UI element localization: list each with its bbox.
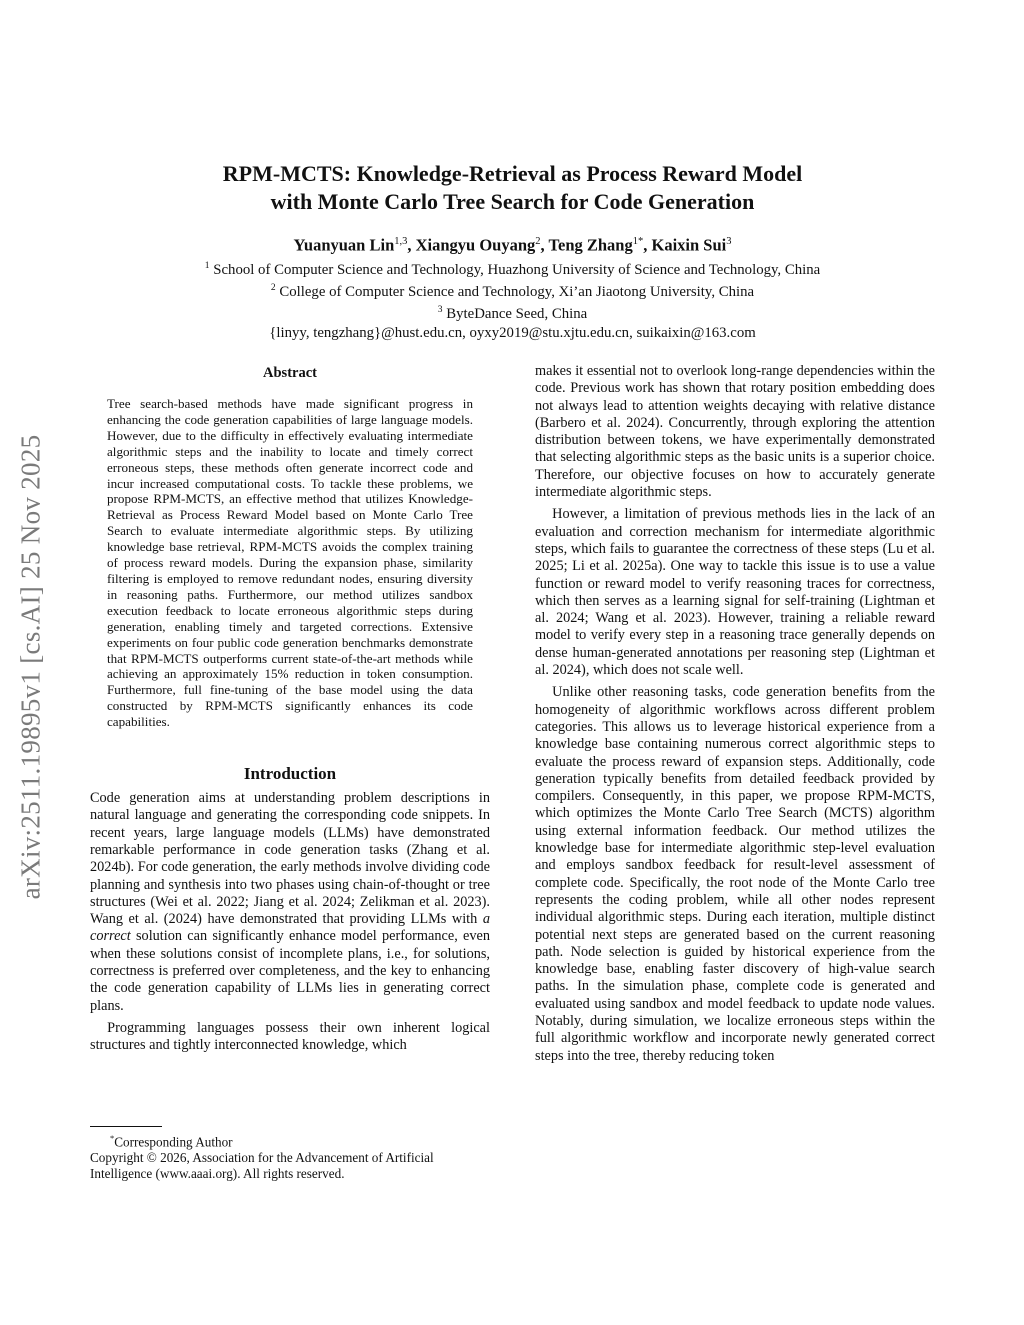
copyright-line-2: Intelligence (www.aaai.org). All rights reserved.	[90, 1166, 345, 1182]
abstract-text: Tree search-based methods have made significant progress in enhancing the code generation capabilities of large language models. However, due to the difficulty in effectively evaluating intermediate algorithmic steps and the inability to locate and timely correct erroneous steps, these methods often generate incorrect code and incur increased computational costs. To tackle these problems, we propose RPM-MCTS, an effective method that utilizes Knowledge-Retrieval as Process Reward Model based on Monte Carlo Tree Search to evaluate intermediate algorithmic steps. By utilizing knowledge base retrieval, RPM-MCTS avoids the complex training of process reward models. During the expansion phase, similarity filtering is employed to remove redundant nodes, ensuring diversity in reasoning paths. Furthermore, our method utilizes sandbox execution feedback to locate erroneous algorithmic steps during generation, enabling timely and targeted corrections. Extensive experiments on four public code generation benchmarks demonstrate that RPM-MCTS outperforms current state-of-the-art methods while achieving an approximately 15% reduction in token consumption. Furthermore, full fine-tuning of the base model using the data constructed by RPM-MCTS significantly enhances its code capabilities.	[107, 396, 473, 730]
corresponding-author-note	[90, 1130, 490, 1150]
introduction-heading: Introduction	[243, 764, 337, 784]
author-name: Teng Zhang	[548, 235, 633, 255]
author-affiliation-marker: 1*	[632, 236, 644, 247]
abstract-heading: Abstract	[263, 365, 317, 381]
affiliation-line	[90, 301, 935, 323]
text-run: solution can significantly enhance model performance, even when these solutions consist of incomplete plans, i.e., for solutions, correctness is preferred over completeness, and the key to enhancing the code generation capability of LLMs lies in generating correct plans.	[90, 928, 490, 1014]
title-line-1: RPM-MCTS: Knowledge-Retrieval as Process Reward Model	[222, 161, 803, 186]
affiliation-text: School of Computer Science and Technology, Huazhong University of Science and Technology, China	[213, 261, 821, 278]
author-separator: ,	[540, 235, 549, 255]
right-column	[535, 363, 935, 1065]
paper-title	[90, 160, 935, 216]
introduction-paragraph-1	[90, 790, 490, 1015]
arxiv-identifier-margin	[0, 367, 62, 967]
body-paragraph: Unlike other reasoning tasks, code generation benefits from the homogeneity of algorithmic workflows across different problem categories. This allows us to leverage historical experience from a knowledge base containing numerous correct algorithmic steps to evaluate the process reward of expansion steps. Additionally, code generation typically benefits from detailed feedback provided by compilers. Consequently, in this paper, we propose RPM-MCTS, which optimizes the Monte Carlo Tree Search (MCTS) algorithm using external information feedback. Our method utilizes the knowledge base for intermediate algorithmic step-level evaluation and employs sandbox feedback for result-level assessment of complete code. Specifically, the root node of the Monte Carlo tree represents the coding problem, while all other nodes represent individual algorithmic steps. During each iteration, multiple distinct potential next steps are generated based on the current reasoning path. Node selection is guided by historical experience from the knowledge base, enabling faster discovery of high-value search paths. In the simulation phase, complete code is generated and evaluated using sandbox and model feedback to update node values. Notably, during simulation, we localize erroneous steps within the full algorithmic workflow and incorporate newly generated correct steps into the tree, thereby reducing token	[535, 684, 935, 1064]
affiliation-number: 2	[270, 283, 276, 294]
author-name: Yuanyuan Lin	[293, 235, 395, 255]
text-run: Code generation aims at understanding problem descriptions in natural language and generating the corresponding code snippets. In recent years, large language models (LLMs) have demonstrated remarkable performance in code generation tasks (Zhang et al. 2024b). For code generation, the early methods involve dividing code planning and synthesis into two phases using chain-of-thought or tree structures (Wei et al. 2022; Jiang et al. 2024; Zelikman et al. 2023). Wang et al. (2024) have demonstrated that providing LLMs with	[90, 790, 490, 928]
arxiv-identifier: arXiv:2511.19895v1 [cs.AI] 25 Nov 2025	[15, 434, 46, 900]
copyright-line-1: Copyright © 2026, Association for the Advancement of Artificial	[90, 1150, 434, 1166]
author-affiliation-marker: 1,3	[394, 236, 408, 247]
author-affiliation-marker: 3	[726, 236, 732, 247]
affiliation-number: 3	[437, 305, 443, 316]
author-list	[90, 231, 935, 257]
footnotes	[90, 1126, 490, 1182]
emphasized-text: a correct	[90, 911, 490, 945]
affiliation-line	[90, 279, 935, 301]
author-separator: ,	[643, 235, 652, 255]
author-affiliation-marker: 2	[535, 236, 541, 247]
author-separator: ,	[407, 235, 416, 255]
title-line-2: with Monte Carlo Tree Search for Code Generation	[270, 189, 755, 214]
body-paragraph: However, a limitation of previous methods lies in the lack of an evaluation and correction mechanism for intermediate algorithmic steps, which fails to guarantee the correctness of these steps (Lu et al. 2025; Li et al. 2025a). One way to tackle this issue is to use a value function or reward model to verify reasoning traces for correctness, which then serves as a learning signal for self-training (Lightman et al. 2024; Wang et al. 2023). However, training a reliable reward model to verify every step in a reasoning trace generally depends on dense human-generated annotations per reasoning step (Lightman et al. 2024), which does not scale well.	[535, 506, 935, 679]
affiliation-number: 1	[204, 261, 210, 271]
footnote-marker: *	[110, 1133, 115, 1143]
body-paragraph: makes it essential not to overlook long-range dependencies within the code. Previous work has shown that rotary position embedding does not always lead to attention weights decaying with relative distance (Barbero et al. 2024). Concurrently, through exploring the attention distribution between tokens, we have experimentally demonstrated that selecting algorithmic steps as the basic units is a superior choice. Therefore, our objective focuses on how to accurately generate intermediate algorithmic steps.	[535, 363, 935, 501]
affiliation-line	[90, 257, 935, 279]
author-name: Kaixin Sui	[651, 235, 727, 255]
affiliations	[90, 257, 935, 342]
author-name: Xiangyu Ouyang	[415, 235, 536, 255]
introduction-paragraph-2: Programming languages possess their own inherent logical structures and tightly interconnected knowledge, which	[90, 1019, 490, 1054]
footnote-divider	[90, 1126, 162, 1127]
affiliation-text: College of Computer Science and Technology, Xi’an Jiaotong University, China	[279, 284, 755, 301]
footnote-text: Corresponding Author	[114, 1134, 233, 1150]
author-emails: {linyy, tengzhang}@hust.edu.cn, oyxy2019@stu.xjtu.edu.cn, suikaixin@163.com	[269, 324, 756, 341]
affiliation-text: ByteDance Seed, China	[446, 306, 588, 323]
left-column	[90, 363, 490, 1054]
